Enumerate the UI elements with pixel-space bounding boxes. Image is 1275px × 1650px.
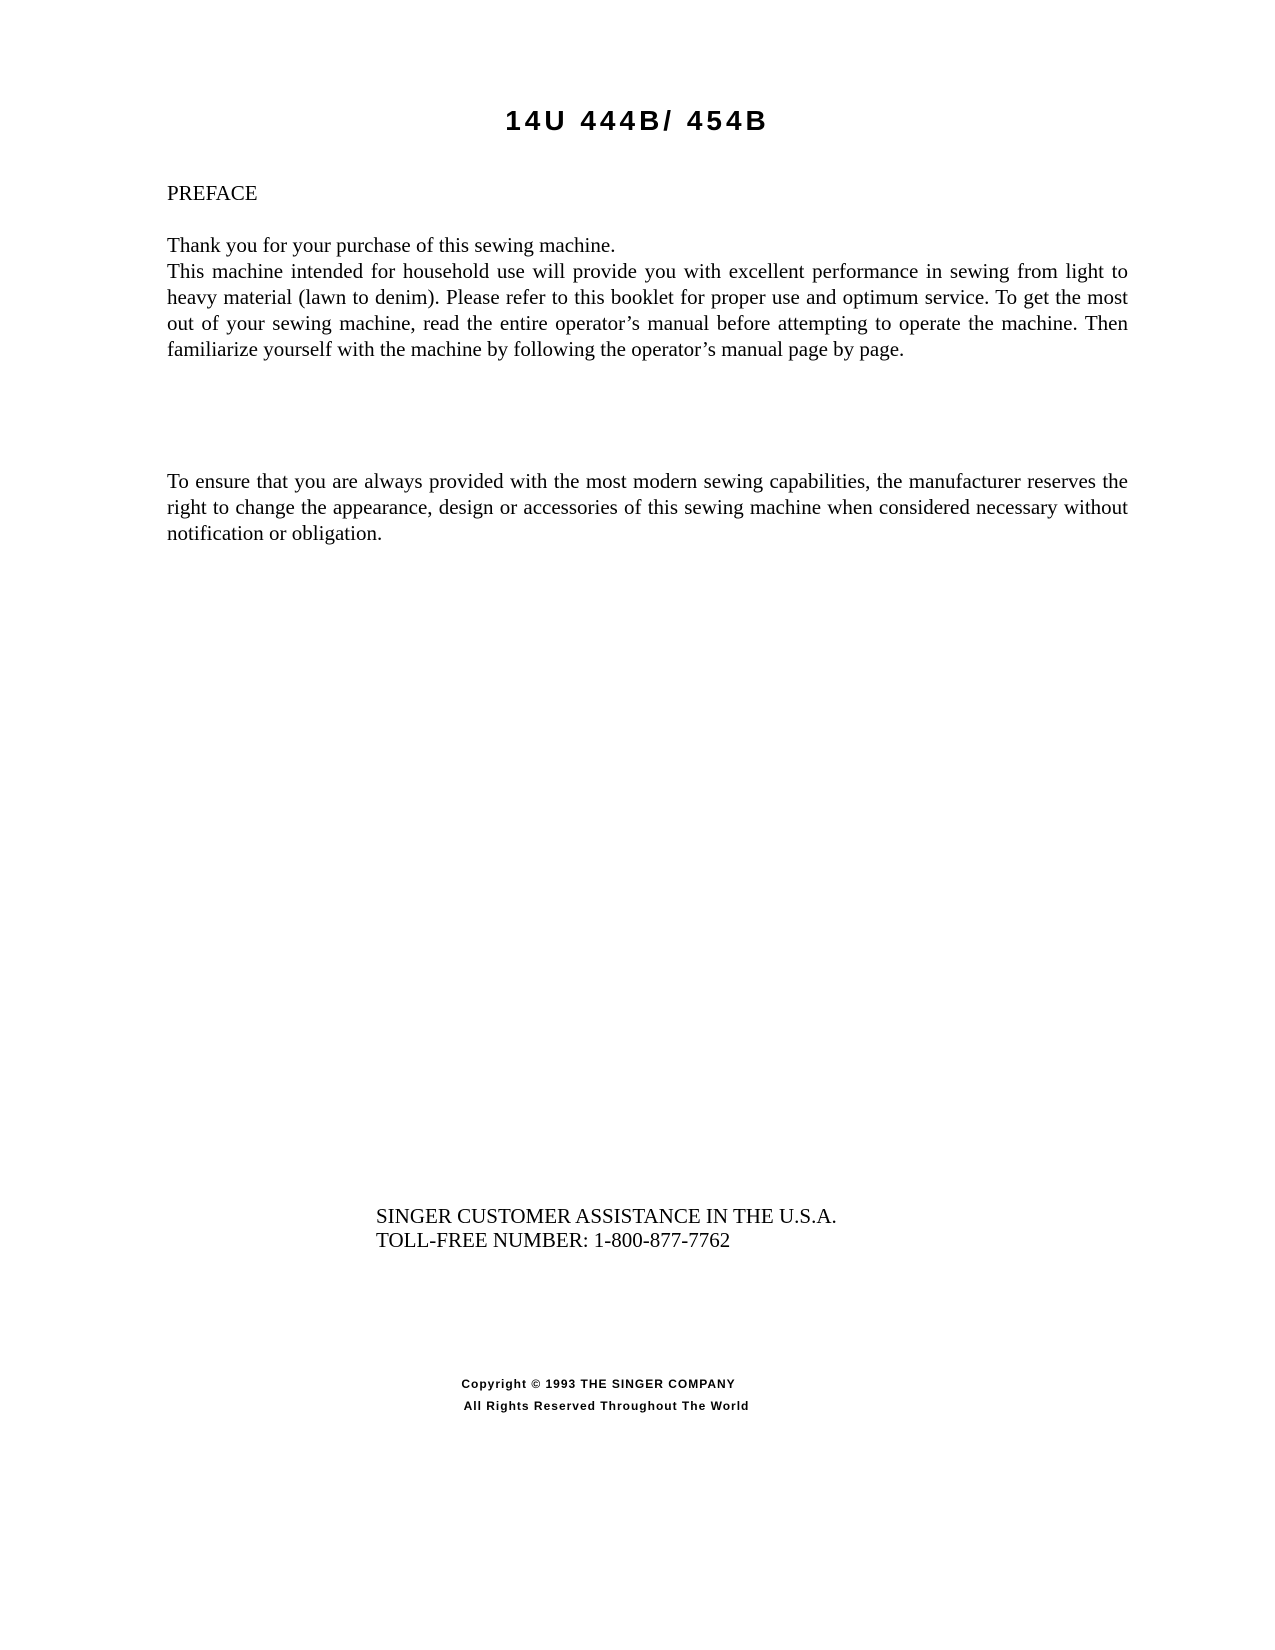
preface-body: This machine intended for household use will provide you with excellent performance in sewing from light to heavy material (lawn to denim). Please refer to this booklet for proper use and optimum service. To get the most out of your sewing machine, read the entire operator’s manual before attempting to operate the machine. Then familiarize yourself with the machine by following the operator’s manual page by page. bbox=[167, 259, 1128, 361]
document-title: 14U 444B/ 454B bbox=[505, 105, 770, 136]
toll-free-number: TOLL-FREE NUMBER: 1-800-877-7762 bbox=[376, 1228, 731, 1252]
thank-you-line: Thank you for your purchase of this sewing machine. bbox=[167, 233, 616, 257]
copyright-line: Copyright © 1993 THE SINGER COMPANY bbox=[461, 1377, 736, 1391]
manufacturer-notice: To ensure that you are always provided with the most modern sewing capabilities, the manufacturer reserves the right to change the appearance, design or accessories of this sewing machine when considered necessary without notification or obligation. bbox=[167, 469, 1128, 545]
customer-assistance bbox=[376, 1204, 837, 1252]
preface-heading: PREFACE bbox=[167, 181, 258, 205]
customer-assistance-title: SINGER CUSTOMER ASSISTANCE IN THE U.S.A. bbox=[376, 1204, 837, 1228]
preface-paragraph bbox=[167, 232, 1128, 362]
rights-reserved-line: All Rights Reserved Throughout The World bbox=[463, 1399, 750, 1413]
